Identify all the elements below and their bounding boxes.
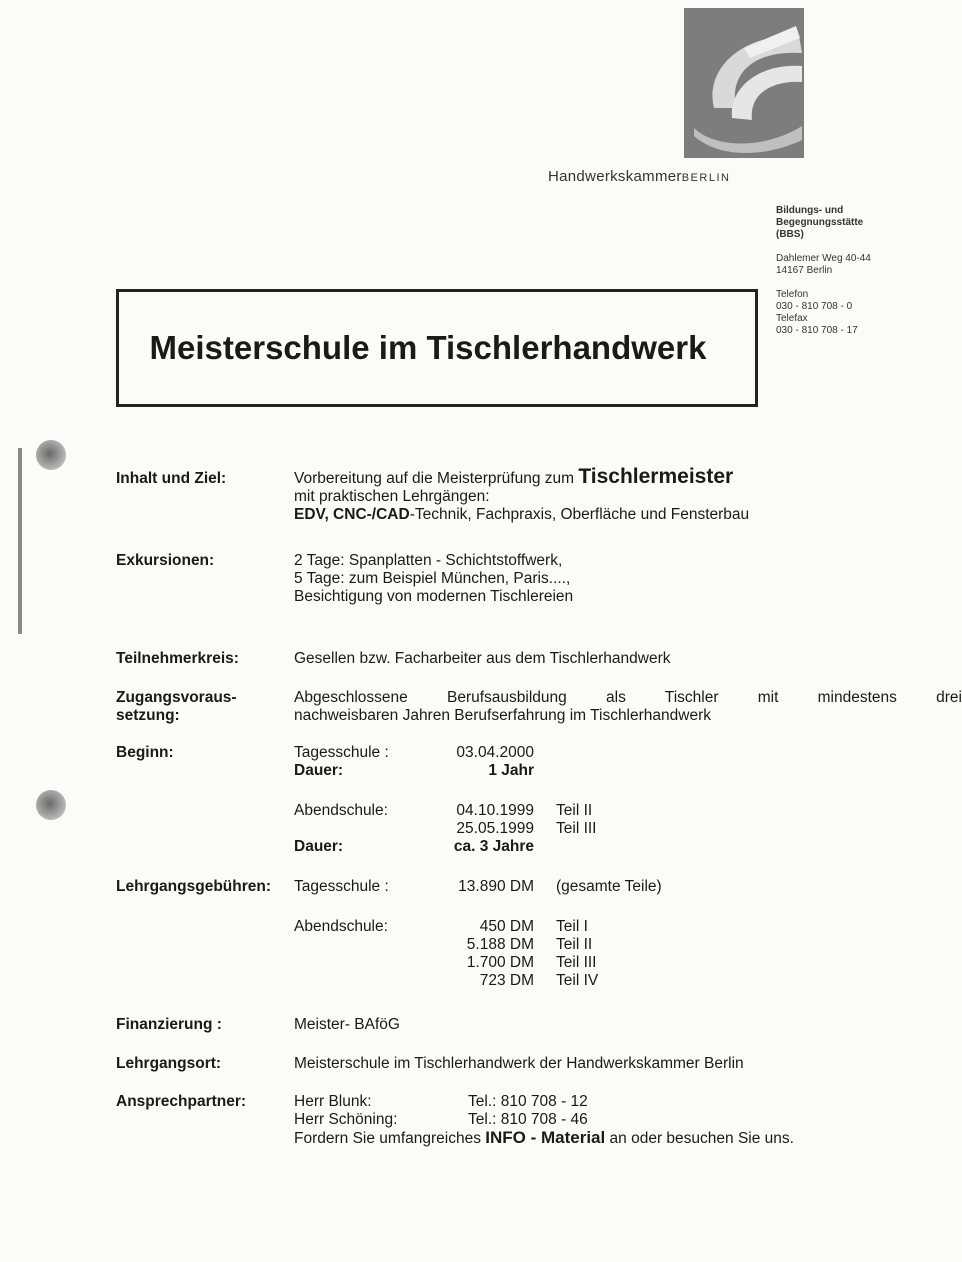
gebuehren-abend: Abendschule: 450 DM 5.188 DM 1.700 DM 723 DM	[294, 918, 534, 989]
text-teilnehmer: Gesellen bzw. Facharbeiter aus dem Tischlerhandwerk	[294, 650, 671, 667]
label-teilnehmer: Teilnehmerkreis:	[116, 650, 239, 667]
label-ort: Lehrgangsort:	[116, 1055, 222, 1072]
title-box	[116, 289, 758, 407]
text-zugang: Abgeschlossene Berufsausbildung als Tischler mit mindestens drei nachweisbaren Jahren Berufserfahrung im Tischlerhandwerk	[294, 689, 962, 724]
contact-sidebar	[776, 205, 892, 349]
address: Dahlemer Weg 40-44 14167 Berlin	[776, 253, 871, 276]
label-gebuehren: Lehrgangsgebühren:	[116, 878, 272, 895]
handwerkskammer-logo	[684, 8, 804, 158]
ansprech-contacts: Herr Blunk: Tel.: 810 708 - 12 Herr Schöning: Tel.: 810 708 - 46 Fordern Sie umfangreiches INFO - Material an oder besuchen Sie uns.	[294, 1093, 794, 1147]
side-title: Bildungs- und Begegnungsstätte (BBS)	[776, 205, 864, 240]
table-row: 1.700 DM	[466, 954, 534, 971]
label-exkursionen: Exkursionen:	[116, 552, 215, 569]
label-beginn: Beginn:	[116, 744, 174, 761]
punch-hole-top	[36, 440, 66, 470]
beginn-abend: Abendschule: 04.10.1999 25.05.1999 Dauer: ca. 3 Jahre	[294, 802, 534, 855]
page-title: Meisterschule im Tischlerhandwerk	[149, 329, 707, 366]
binder-mark	[18, 448, 22, 634]
label-ansprech: Ansprechpartner:	[116, 1093, 247, 1110]
label-inhalt: Inhalt und Ziel:	[116, 470, 227, 487]
gebuehren-teile: Teil I Teil II Teil III Teil IV	[556, 918, 599, 989]
beginn-tages: Tagesschule : 03.04.2000 Dauer: 1 Jahr	[294, 744, 534, 779]
table-row: 450 DM	[479, 918, 534, 935]
gebuehren-tages-note: (gesamte Teile)	[556, 878, 662, 895]
label-zugang: Zugangsvoraus- setzung:	[116, 689, 237, 724]
table-row: 723 DM	[479, 972, 534, 989]
gebuehren-tages: Tagesschule : 13.890 DM	[294, 878, 534, 895]
text-finanzierung: Meister- BAföG	[294, 1016, 400, 1033]
text-ort: Meisterschule im Tischlerhandwerk der Handwerkskammer Berlin	[294, 1055, 744, 1072]
table-row: 5.188 DM	[466, 936, 534, 953]
punch-hole-bottom	[36, 790, 66, 820]
beginn-teile: Teil II Teil III	[556, 802, 597, 837]
label-finanzierung: Finanzierung :	[116, 1016, 222, 1033]
phone-fax: Telefon 030 - 810 708 - 0 Telefax 030 - 810 708 - 17	[776, 289, 858, 336]
text-inhalt: Vorbereitung auf die Meisterprüfung zum Tischlermeister mit praktischen Lehrgängen: EDV, CNC-/CAD-Technik, Fachpraxis, Oberfläche und Fensterbau	[294, 465, 750, 523]
text-exkursionen: 2 Tage: Spanplatten - Schichtstoffwerk, 5 Tage: zum Beispiel München, Paris...., Besichtigung von modernen Tischlereien	[294, 552, 574, 605]
info-line: Fordern Sie umfangreiches INFO - Material an oder besuchen Sie uns.	[294, 1128, 794, 1147]
organization-name: HandwerkskammerBERLIN	[548, 168, 731, 185]
